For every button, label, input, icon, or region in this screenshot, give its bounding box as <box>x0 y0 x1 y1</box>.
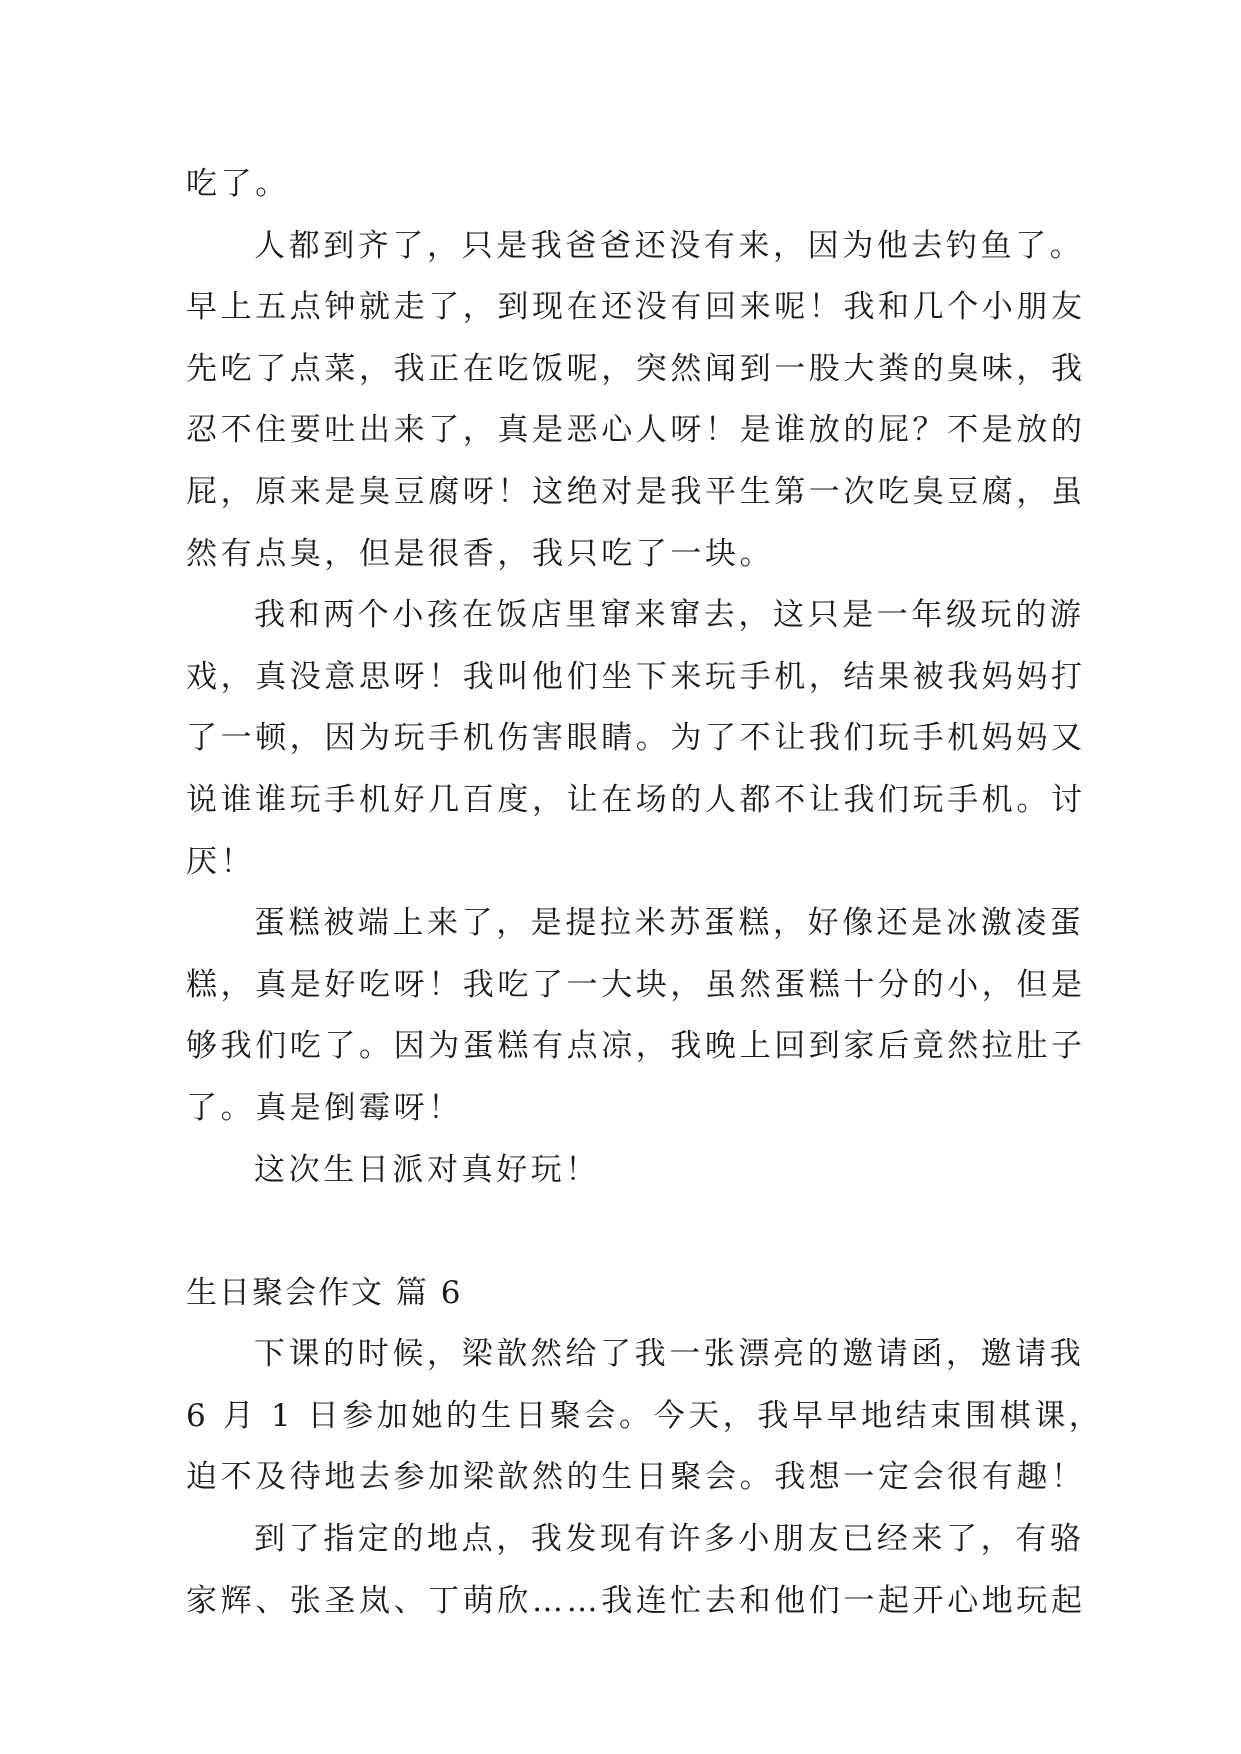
text-line: 戏，真没意思呀！我叫他们坐下来玩手机，结果被我妈妈打 <box>186 658 1086 695</box>
paragraph-first-line: 人都到齐了，只是我爸爸还没有来，因为他去钓鱼了。 <box>254 227 1085 264</box>
text-line: 屁，原来是臭豆腐呀！这绝对是我平生第一次吃臭豆腐，虽 <box>186 473 1086 510</box>
text-line: 迫不及待地去参加梁歆然的生日聚会。我想一定会很有趣！ <box>186 1459 1086 1496</box>
paragraph-first-line: 这次生日派对真好玩！ <box>254 1151 600 1188</box>
text-line: 先吃了点菜，我正在吃饭呢，突然闻到一股大粪的臭味，我 <box>186 350 1086 387</box>
paragraph-first-line: 我和两个小孩在饭店里窜来窜去，这只是一年级玩的游 <box>254 597 1085 634</box>
paragraph-first-line: 下课的时候，梁歆然给了我一张漂亮的邀请函，邀请我 <box>254 1336 1085 1373</box>
text-line: 糕，真是好吃呀！我吃了一大块，虽然蛋糕十分的小，但是 <box>186 966 1086 1003</box>
text-line: 够我们吃了。因为蛋糕有点凉，我晚上回到家后竟然拉肚子 <box>186 1028 1086 1065</box>
text-line: 厌！ <box>186 843 256 880</box>
text-line: 忍不住要吐出来了，真是恶心人呀！是谁放的屁？不是放的 <box>186 412 1086 449</box>
text-line: 家辉、张圣岚、丁萌欣……我连忙去和他们一起开心地玩起 <box>186 1582 1086 1619</box>
blank-line <box>186 1201 1056 1263</box>
text-line: 了。真是倒霉呀！ <box>186 1089 463 1126</box>
paragraph-first-line: 蛋糕被端上来了，是提拉米苏蛋糕，好像还是冰激凌蛋 <box>254 905 1085 942</box>
paragraph-first-line: 到了指定的地点，我发现有许多小朋友已经来了，有骆 <box>254 1521 1085 1558</box>
text-line: 6 月 1 日参加她的生日聚会。今天，我早早地结束围棋课， <box>186 1397 1104 1434</box>
section-heading: 生日聚会作文 篇 6 <box>186 1274 463 1311</box>
text-line: 吃了。 <box>186 166 290 202</box>
text-line: 然有点臭，但是很香，我只吃了一块。 <box>186 535 775 572</box>
text-line: 早上五点钟就走了，到现在还没有回来呢！我和几个小朋友 <box>186 289 1086 326</box>
text-line: 说谁谁玩手机好几百度，让在场的人都不让我们玩手机。讨 <box>186 781 1086 818</box>
text-line: 了一顿，因为玩手机伤害眼睛。为了不让我们玩手机妈妈又 <box>186 720 1086 757</box>
document-body <box>186 154 1104 1632</box>
